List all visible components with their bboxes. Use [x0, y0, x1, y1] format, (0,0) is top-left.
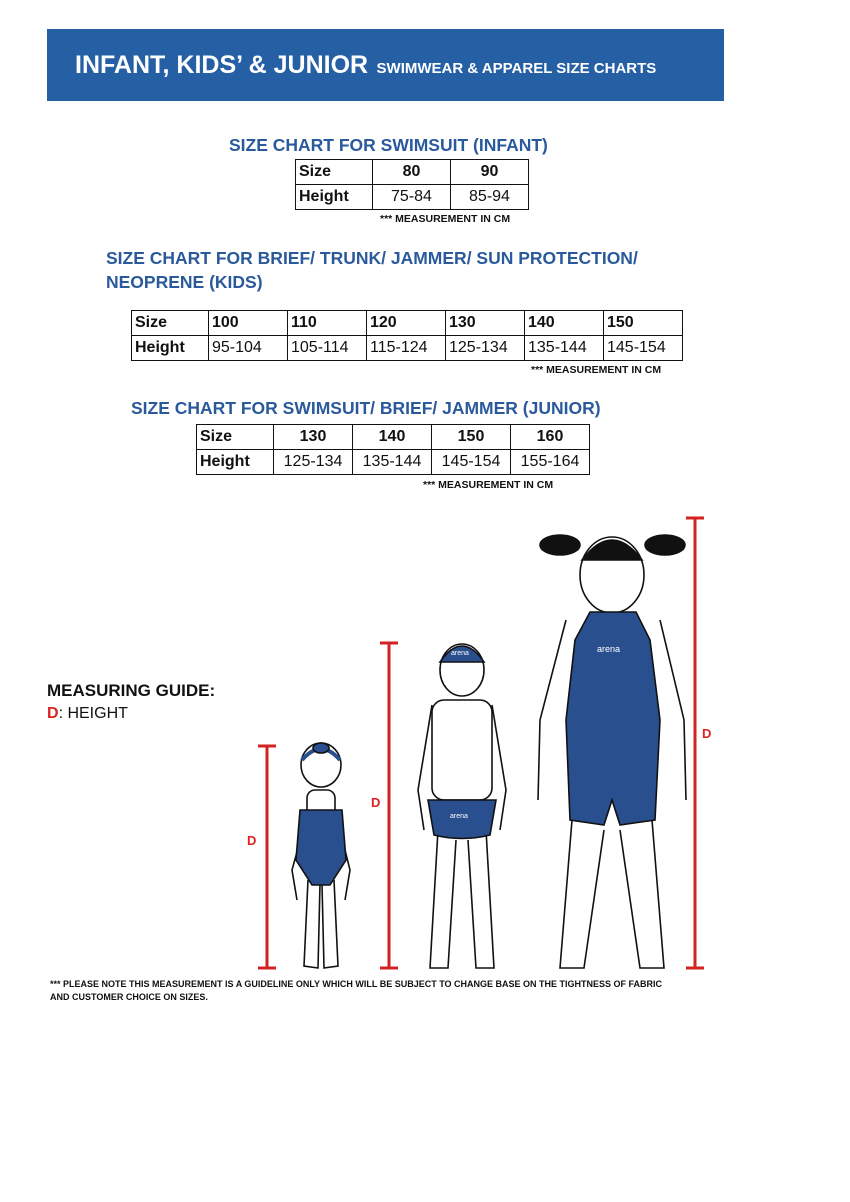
banner-title-main: INFANT, KIDS’ & JUNIOR: [75, 51, 369, 79]
kid-figure: [418, 644, 506, 968]
size-header: Size: [296, 160, 373, 185]
height-cell: 145-154: [432, 450, 511, 475]
d-description: : HEIGHT: [58, 705, 128, 722]
junior-note: *** MEASUREMENT IN CM: [423, 479, 554, 491]
junior-figure: [538, 535, 686, 968]
junior-height-marker: [686, 518, 704, 968]
size-cell: 120: [367, 311, 446, 336]
height-cell: 155-164: [511, 450, 590, 475]
size-cell: 130: [274, 425, 353, 450]
size-cell: 150: [604, 311, 683, 336]
kid-height-marker: [380, 643, 398, 968]
kid-cap-brand: arena: [451, 650, 469, 657]
height-header: Height: [296, 185, 373, 210]
height-cell: 105-114: [288, 336, 367, 361]
size-cell: 140: [353, 425, 432, 450]
junior-d-label: D: [702, 726, 712, 741]
kids-title-line1: SIZE CHART FOR BRIEF/ TRUNK/ JAMMER/ SUN PROTECTION/: [106, 248, 638, 268]
kids-note: *** MEASUREMENT IN CM: [531, 364, 662, 376]
banner-title-sub: SWIMWEAR & APPAREL SIZE CHARTS: [376, 60, 657, 77]
infant-height-marker: [258, 746, 276, 968]
infant-figure: [292, 743, 350, 968]
height-cell: 125-134: [274, 450, 353, 475]
height-cell: 75-84: [373, 185, 451, 210]
size-cell: 150: [432, 425, 511, 450]
kid-d-label: D: [371, 795, 381, 810]
size-cell: 140: [525, 311, 604, 336]
height-cell: 85-94: [451, 185, 529, 210]
size-cell: 130: [446, 311, 525, 336]
height-header: Height: [132, 336, 209, 361]
kid-brief-brand: arena: [450, 813, 468, 820]
height-cell: 145-154: [604, 336, 683, 361]
height-cell: 125-134: [446, 336, 525, 361]
size-cell: 90: [451, 160, 529, 185]
height-header: Height: [197, 450, 274, 475]
height-cell: 135-144: [525, 336, 604, 361]
size-cell: 110: [288, 311, 367, 336]
junior-suit-brand: arena: [597, 644, 621, 654]
infant-d-label: D: [247, 833, 257, 848]
infant-note: *** MEASUREMENT IN CM: [380, 213, 511, 225]
footnote-line1: *** PLEASE NOTE THIS MEASUREMENT IS A GUIDELINE ONLY WHICH WILL BE SUBJECT TO CHANGE BASE ON THE TIGHTNESS OF FABRIC: [50, 979, 663, 989]
infant-title: SIZE CHART FOR SWIMSUIT (INFANT): [229, 135, 548, 155]
d-letter: D: [47, 705, 59, 722]
footnote: [50, 978, 662, 1004]
junior-title: SIZE CHART FOR SWIMSUIT/ BRIEF/ JAMMER (JUNIOR): [131, 398, 601, 418]
size-header: Size: [197, 425, 274, 450]
measuring-guide-title: MEASURING GUIDE:: [47, 681, 216, 700]
size-cell: 80: [373, 160, 451, 185]
height-cell: 115-124: [367, 336, 446, 361]
kids-title-line2: NEOPRENE (KIDS): [106, 272, 263, 292]
size-header: Size: [132, 311, 209, 336]
height-cell: 135-144: [353, 450, 432, 475]
footnote-line2: AND CUSTOMER CHOICE ON SIZES.: [50, 992, 208, 1002]
size-cell: 100: [209, 311, 288, 336]
size-cell: 160: [511, 425, 590, 450]
height-cell: 95-104: [209, 336, 288, 361]
